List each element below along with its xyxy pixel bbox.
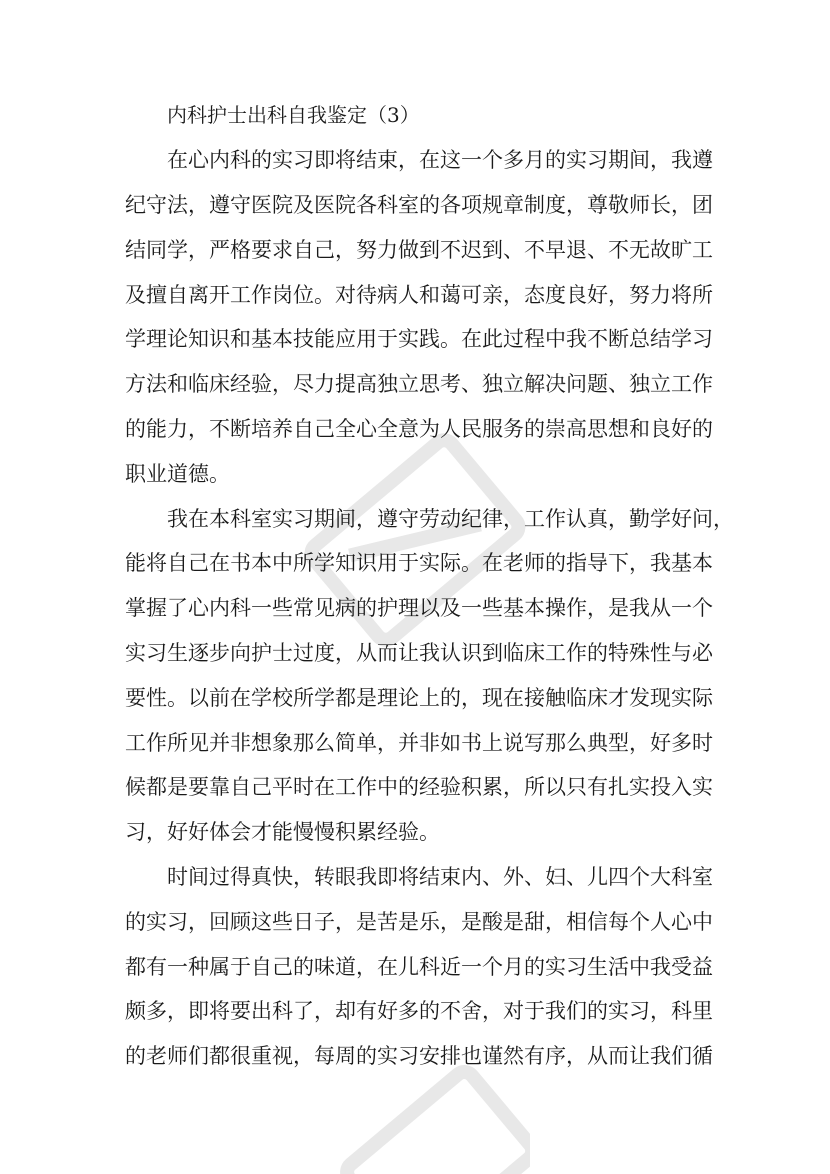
watermark-logo-icon [285, 410, 545, 670]
document-title: 内科护士出科自我鉴定（3） [167, 103, 420, 127]
paragraph-2-line: 我在本科室实习期间，遵守劳动纪律，工作认真，勤学好问， [167, 507, 734, 531]
paragraph-2-line: 能将自己在书本中所学知识用于实际。在老师的指导下，我基本 [125, 551, 713, 575]
paragraph-2-line: 掌握了心内科一些常见病的护理以及一些基本操作，是我从一个 [125, 596, 713, 620]
paragraph-2-line: 实习生逐步向护士过度，从而让我认识到临床工作的特殊性与必 [125, 641, 713, 665]
paragraph-1-line: 学理论知识和基本技能应用于实践。在此过程中我不断总结学习 [125, 327, 713, 351]
watermark-logo-icon [330, 1060, 530, 1174]
paragraph-2-line: 候都是要靠自己平时在工作中的经验积累，所以只有扎实投入实 [125, 775, 713, 799]
paragraph-3-line: 颇多，即将要出科了，却有好多的不舍，对于我们的实习，科里 [125, 999, 713, 1023]
paragraph-1-line: 职业道德。 [125, 462, 230, 486]
paragraph-3-line: 都有一种属于自己的味道，在儿科近一个月的实习生活中我受益 [125, 955, 713, 979]
paragraph-2-line: 工作所见并非想象那么简单，并非如书上说写那么典型，好多时 [125, 731, 713, 755]
paragraph-1-line: 在心内科的实习即将结束，在这一个多月的实习期间，我遵 [167, 148, 713, 172]
paragraph-3-line: 时间过得真快，转眼我即将结束内、外、妇、儿四个大科室 [167, 865, 713, 889]
paragraph-1-line: 纪守法，遵守医院及医院各科室的各项规章制度，尊敬师长，团 [125, 193, 713, 217]
paragraph-3-line: 的实习，回顾这些日子，是苦是乐，是酸是甜，相信每个人心中 [125, 910, 713, 934]
paragraph-3-line: 的老师们都很重视，每周的实习安排也谨然有序，从而让我们循 [125, 1044, 713, 1068]
paragraph-1-line: 方法和临床经验，尽力提高独立思考、独立解决问题、独立工作 [125, 372, 713, 396]
paragraph-2-line: 习，好好体会才能慢慢积累经验。 [125, 820, 440, 844]
paragraph-2-line: 要性。以前在学校所学都是理论上的，现在接触临床才发现实际 [125, 686, 713, 710]
paragraph-1-line: 结同学，严格要求自己，努力做到不迟到、不早退、不无故旷工 [125, 238, 713, 262]
paragraph-1-line: 的能力，不断培养自己全心全意为人民服务的崇高思想和良好的 [125, 417, 713, 441]
paragraph-1-line: 及擅自离开工作岗位。对待病人和蔼可亲，态度良好，努力将所 [125, 283, 713, 307]
